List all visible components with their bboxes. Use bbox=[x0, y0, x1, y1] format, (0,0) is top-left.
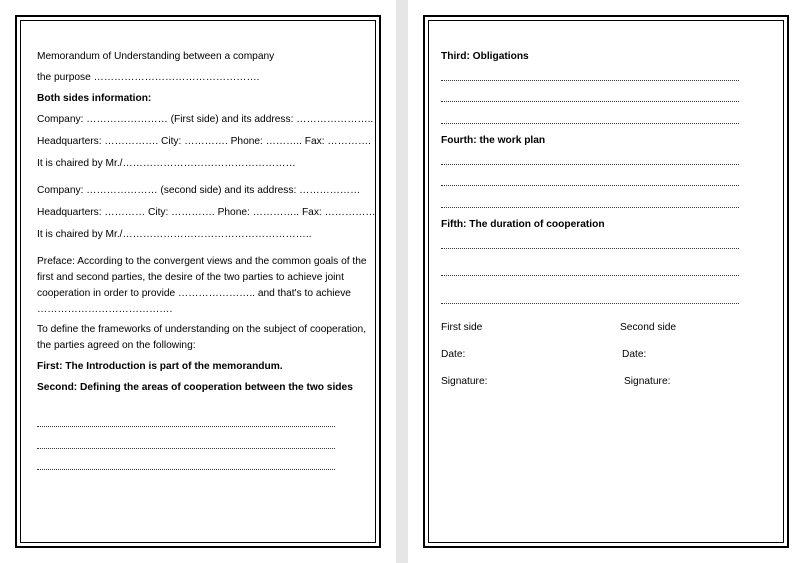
page-left bbox=[0, 0, 396, 563]
second-clause-heading: Second: Defining the areas of cooperation between the two sides bbox=[37, 382, 353, 393]
headquarters-first-line: Headquarters: ……………. City: …………. Phone: ……….. Fax: …………. bbox=[37, 136, 371, 147]
second-date-label: Date: bbox=[622, 349, 647, 360]
dotted-line bbox=[441, 275, 739, 276]
page-border bbox=[423, 15, 789, 548]
company-first-line: Company: …………………… (First side) and its address: ………………….. bbox=[37, 114, 374, 125]
dotted-line bbox=[441, 80, 739, 81]
dotted-line bbox=[37, 469, 335, 470]
fourth-heading: Fourth: the work plan bbox=[441, 135, 546, 146]
both-sides-heading: Both sides information: bbox=[37, 93, 152, 104]
define-paragraph: To define the frameworks of understanding on the subject of cooperation, the parties agreed on the following: bbox=[37, 324, 367, 351]
chaired-second-line: It is chaired by Mr./……………………………………………….. bbox=[37, 229, 312, 240]
fifth-heading: Fifth: The duration of cooperation bbox=[441, 219, 605, 230]
dotted-line bbox=[441, 101, 739, 102]
second-signature-label: Signature: bbox=[624, 376, 671, 387]
first-signature-label: Signature: bbox=[441, 376, 488, 387]
purpose-line: the purpose …………………………………………. bbox=[37, 72, 260, 83]
dotted-line bbox=[37, 448, 335, 449]
dotted-line bbox=[441, 207, 739, 208]
first-clause-heading: First: The Introduction is part of the memorandum. bbox=[37, 361, 283, 372]
dotted-line bbox=[441, 164, 739, 165]
headquarters-second-line: Headquarters: ………… City: …………. Phone: ………….. Fax: …………… bbox=[37, 207, 376, 218]
preface-paragraph: Preface: According to the convergent views and the common goals of the first and second parties, the desire of the two parties to achieve joint cooperation in order to provide ………………….. and that's to achieve …………………………………. bbox=[37, 256, 367, 315]
page-right bbox=[408, 0, 804, 563]
dotted-line bbox=[441, 185, 739, 186]
dotted-line bbox=[37, 426, 335, 427]
dotted-line bbox=[441, 248, 739, 249]
chaired-first-line: It is chaired by Mr./…………………………………………… bbox=[37, 158, 296, 169]
first-date-label: Date: bbox=[441, 349, 466, 360]
memo-title: Memorandum of Understanding between a company bbox=[37, 51, 275, 62]
third-heading: Third: Obligations bbox=[441, 51, 529, 62]
company-second-line: Company: ………………… (second side) and its address: ……………… bbox=[37, 185, 361, 196]
second-side-label: Second side bbox=[620, 322, 677, 333]
first-side-label: First side bbox=[441, 322, 483, 333]
dotted-line bbox=[441, 123, 739, 124]
dotted-line bbox=[441, 303, 739, 304]
